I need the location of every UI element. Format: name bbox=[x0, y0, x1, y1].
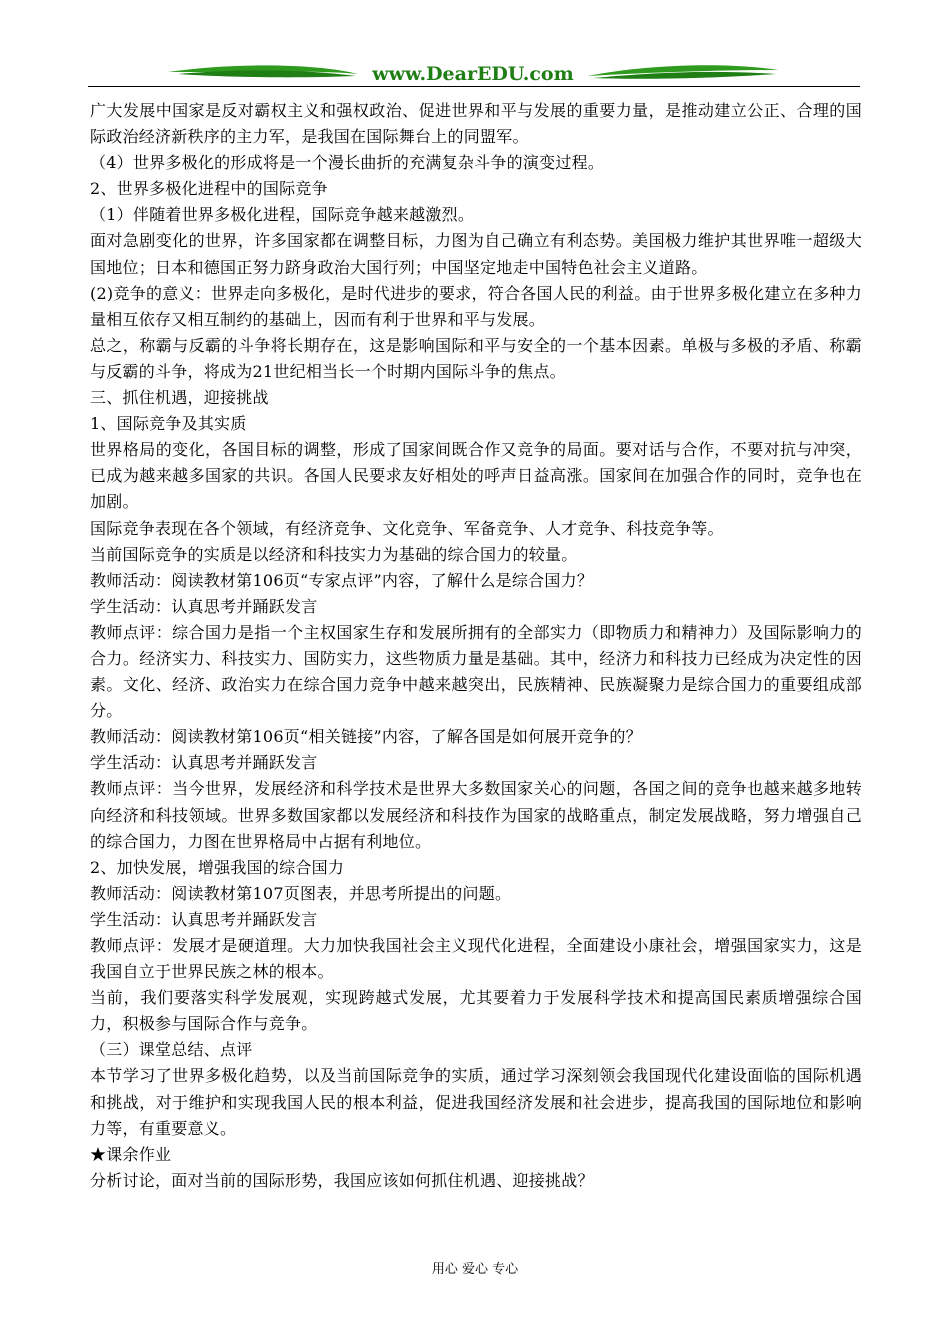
section-heading: 三、抓住机遇，迎接挑战 bbox=[90, 388, 269, 408]
section-heading: 2、世界多极化进程中的国际竞争 bbox=[90, 179, 328, 199]
site-logo: www.DearEDU.com bbox=[372, 63, 574, 85]
student-activity: 学生活动：认真思考并踊跃发言 bbox=[90, 596, 318, 616]
paragraph: 面对急剧变化的世界，许多国家都在调整目标，力图为自己确立有利态势。美国极力维护其世界唯一超级大国地位；日本和德国正努力跻身政治大国行列；中国坚定地走中国特色社会主义道路。 bbox=[90, 231, 862, 277]
section-heading: （三）课堂总结、点评 bbox=[90, 1040, 253, 1060]
section-heading: 1、国际竞争及其实质 bbox=[90, 414, 247, 434]
paragraph: 当前国际竞争的实质是以经济和科技实力为基础的综合国力的较量。 bbox=[90, 544, 578, 564]
paragraph: 国际竞争表现在各个领域，有经济竞争、文化竞争、军备竞争、人才竞争、科技竞争等。 bbox=[90, 518, 724, 538]
teacher-comment: 教师点评：综合国力是指一个主权国家生存和发展所拥有的全部实力（即物质力和精神力）及国际影响力的合力。经济实力、科技实力、国防实力，这些物质力量是基础。其中，经济力和科技力已经成为决定性的因素。文化、经济、政治实力在综合国力竞争中越来越突出，民族精神、民族凝聚力是综合国力的重要组成部分。 bbox=[90, 622, 862, 721]
teacher-activity: 教师活动：阅读教材第106页“相关链接”内容，了解各国是如何展开竞争的？ bbox=[90, 727, 642, 747]
paragraph: （4）世界多极化的形成将是一个漫长曲折的充满复杂斗争的演变过程。 bbox=[90, 153, 605, 173]
paragraph: 广大发展中国家是反对霸权主义和强权政治、促进世界和平与发展的重要力量，是推动建立公正、合理的国际政治经济新秩序的主力军，是我国在国际舞台上的同盟军。 bbox=[90, 101, 862, 147]
section-heading: 2、加快发展，增强我国的综合国力 bbox=[90, 857, 345, 877]
teacher-activity: 教师活动：阅读教材第107页图表，并思考所提出的问题。 bbox=[90, 883, 512, 903]
teacher-activity: 教师活动：阅读教材第106页“专家点评”内容，了解什么是综合国力？ bbox=[90, 570, 594, 590]
student-activity: 学生活动：认真思考并踊跃发言 bbox=[90, 753, 318, 773]
student-activity: 学生活动：认真思考并踊跃发言 bbox=[90, 909, 318, 929]
teacher-comment: 教师点评：发展才是硬道理。大力加快我国社会主义现代化进程，全面建设小康社会，增强国家实力，这是我国自立于世界民族之林的根本。 bbox=[90, 936, 862, 982]
homework-heading: ★课余作业 bbox=[90, 1144, 172, 1164]
paragraph: (2)竞争的意义：世界走向多极化，是时代进步的要求，符合各国人民的利益。由于世界多极化建立在多种力量相互依存又相互制约的基础上，因而有利于世界和平与发展。 bbox=[90, 283, 862, 329]
paragraph: 世界格局的变化，各国目标的调整，形成了国家间既合作又竞争的局面。要对话与合作，不要对抗与冲突，已成为越来越多国家的共识。各国人民要求友好相处的呼声日益高涨。国家间在加强合作的同时，竞争也在加剧。 bbox=[90, 440, 862, 512]
page-footer: 用心 爱心 专心 bbox=[431, 1262, 519, 1277]
paragraph: 当前，我们要落实科学发展观，实现跨越式发展，尤其要着力于发展科学技术和提高国民素质增强综合国力，积极参与国际合作与竞争。 bbox=[90, 988, 862, 1034]
paragraph: 本节学习了世界多极化趋势，以及当前国际竞争的实质，通过学习深刻领会我国现代化建设面临的国际机遇和挑战，对于维护和实现我国人民的根本利益，促进我国经济发展和社会进步，提高我国的国际地位和影响力等，有重要意义。 bbox=[90, 1066, 862, 1138]
paragraph: （1）伴随着世界多极化进程，国际竞争越来越激烈。 bbox=[90, 205, 475, 225]
homework-task: 分析讨论，面对当前的国际形势，我国应该如何抓住机遇、迎接挑战？ bbox=[90, 1170, 594, 1190]
header-divider bbox=[88, 86, 860, 87]
paragraph: 总之，称霸与反霸的斗争将长期存在，这是影响国际和平与安全的一个基本因素。单极与多极的矛盾、称霸与反霸的斗争，将成为21世纪相当长一个时期内国际斗争的焦点。 bbox=[90, 335, 862, 381]
teacher-comment: 教师点评：当今世界，发展经济和科学技术是世界大多数国家关心的问题，各国之间的竞争也越来越多地转向经济和科技领域。世界多数国家都以发展经济和科技作为国家的战略重点，制定发展战略，努力增强自己的综合国力，力图在世界格局中占据有利地位。 bbox=[90, 779, 862, 851]
document-body bbox=[90, 98, 862, 1194]
